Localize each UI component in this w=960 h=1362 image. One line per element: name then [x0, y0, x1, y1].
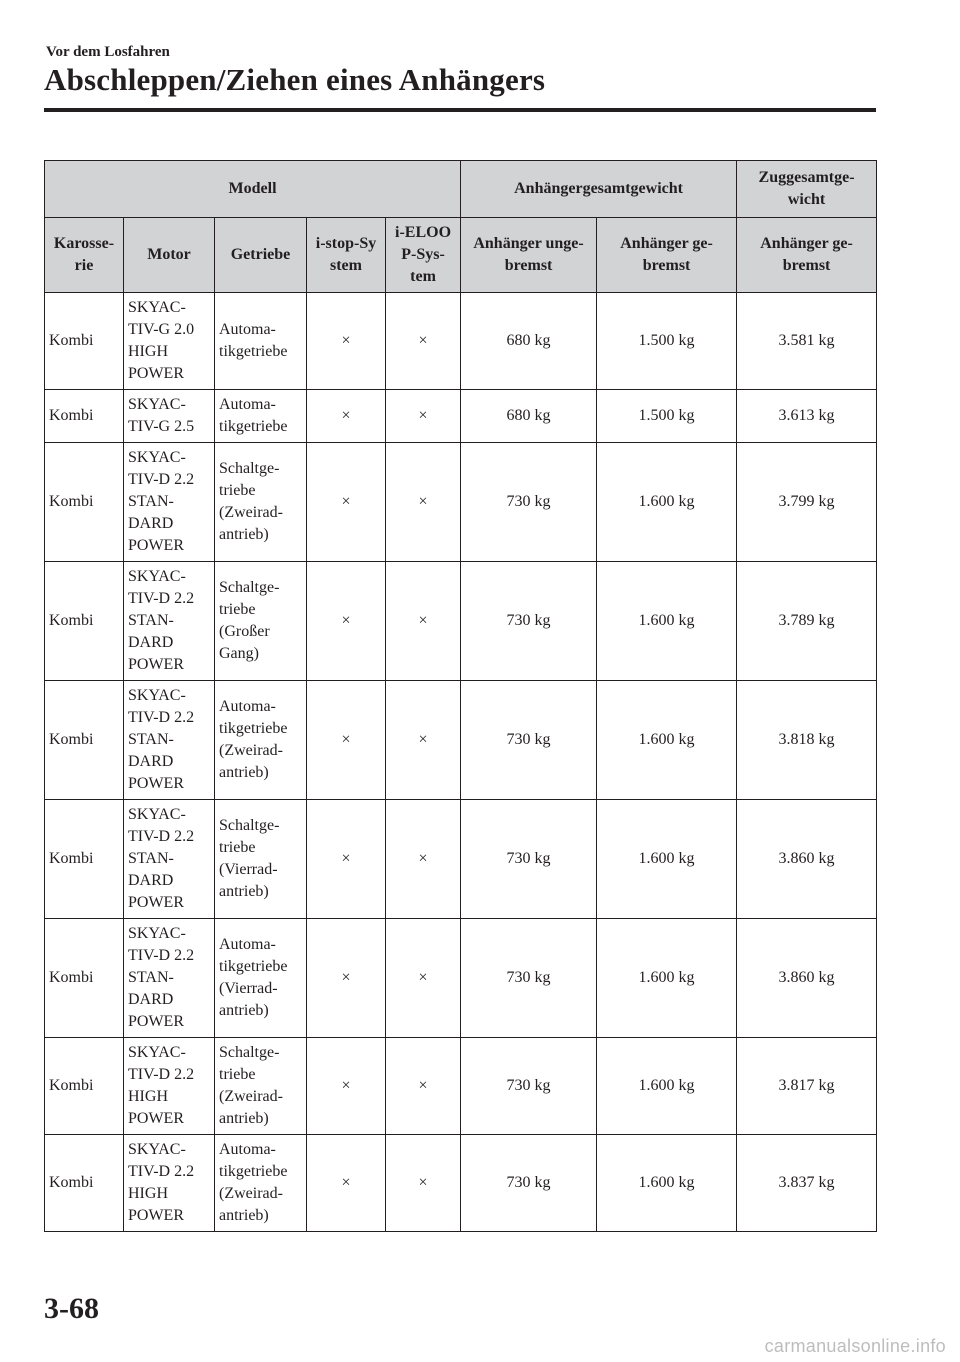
cell-motor: SKYAC- TIV-D 2.2 HIGH POWER: [124, 1135, 215, 1232]
cell-gebremst: 1.600 kg: [597, 443, 737, 562]
cell-zug-gebremst: 3.581 kg: [737, 293, 877, 390]
cell-gebremst: 1.600 kg: [597, 800, 737, 919]
cell-gebremst: 1.600 kg: [597, 919, 737, 1038]
cell-zug-gebremst: 3.837 kg: [737, 1135, 877, 1232]
cell-istop: ×: [307, 681, 386, 800]
cell-istop: ×: [307, 390, 386, 443]
cell-getriebe: Schaltge- triebe (Großer Gang): [215, 562, 307, 681]
cell-zug-gebremst: 3.860 kg: [737, 800, 877, 919]
col-gebremst-header: Anhänger ge- bremst: [597, 218, 737, 293]
cell-ieloop: ×: [386, 443, 461, 562]
table-row: [45, 681, 877, 800]
cell-zug-gebremst: 3.817 kg: [737, 1038, 877, 1135]
col-getriebe-header: Getriebe: [215, 218, 307, 293]
table-column-header-row: [45, 218, 877, 293]
table-group-header-row: [45, 161, 877, 218]
cell-ieloop: ×: [386, 293, 461, 390]
title-divider: [44, 108, 876, 112]
cell-ieloop: ×: [386, 1038, 461, 1135]
table-row: [45, 293, 877, 390]
cell-istop: ×: [307, 919, 386, 1038]
table-row: [45, 1135, 877, 1232]
table-row: [45, 1038, 877, 1135]
cell-ungebremst: 730 kg: [461, 1038, 597, 1135]
cell-gebremst: 1.500 kg: [597, 293, 737, 390]
cell-ieloop: ×: [386, 562, 461, 681]
trailer-weight-table: [44, 160, 877, 1232]
cell-istop: ×: [307, 562, 386, 681]
page-number: 3-68: [44, 1292, 99, 1325]
cell-gebremst: 1.600 kg: [597, 1135, 737, 1232]
cell-karosserie: Kombi: [45, 1038, 124, 1135]
cell-zug-gebremst: 3.789 kg: [737, 562, 877, 681]
cell-getriebe: Schaltge- triebe (Vierrad- antrieb): [215, 800, 307, 919]
cell-karosserie: Kombi: [45, 919, 124, 1038]
table-body: [45, 293, 877, 1232]
col-karosserie-header: Karosse- rie: [45, 218, 124, 293]
cell-istop: ×: [307, 443, 386, 562]
cell-karosserie: Kombi: [45, 562, 124, 681]
col-ieloop-header: i-ELOO P-Sys- tem: [386, 218, 461, 293]
col-ungebremst-header: Anhänger unge- bremst: [461, 218, 597, 293]
cell-ieloop: ×: [386, 919, 461, 1038]
cell-motor: SKYAC- TIV-D 2.2 STAN- DARD POWER: [124, 800, 215, 919]
page-title: Abschleppen/Ziehen eines Anhängers: [44, 62, 546, 97]
cell-getriebe: Automa- tikgetriebe (Zweirad- antrieb): [215, 1135, 307, 1232]
header-zuggesamtgewicht: Zuggesamtge- wicht: [737, 161, 877, 218]
table-row: [45, 562, 877, 681]
cell-motor: SKYAC- TIV-D 2.2 STAN- DARD POWER: [124, 562, 215, 681]
cell-ieloop: ×: [386, 681, 461, 800]
cell-ieloop: ×: [386, 1135, 461, 1232]
cell-motor: SKYAC- TIV-D 2.2 STAN- DARD POWER: [124, 443, 215, 562]
watermark: carmanualsonline.info: [764, 1336, 946, 1356]
cell-zug-gebremst: 3.818 kg: [737, 681, 877, 800]
table-row: [45, 443, 877, 562]
cell-istop: ×: [307, 1135, 386, 1232]
cell-getriebe: Automa- tikgetriebe (Vierrad- antrieb): [215, 919, 307, 1038]
cell-karosserie: Kombi: [45, 443, 124, 562]
cell-motor: SKYAC- TIV-G 2.5: [124, 390, 215, 443]
cell-ungebremst: 730 kg: [461, 681, 597, 800]
header-modell: Modell: [45, 161, 461, 218]
cell-ungebremst: 730 kg: [461, 562, 597, 681]
cell-getriebe: Schaltge- triebe (Zweirad- antrieb): [215, 443, 307, 562]
cell-ungebremst: 730 kg: [461, 800, 597, 919]
cell-zug-gebremst: 3.860 kg: [737, 919, 877, 1038]
cell-ungebremst: 730 kg: [461, 1135, 597, 1232]
cell-motor: SKYAC- TIV-D 2.2 STAN- DARD POWER: [124, 919, 215, 1038]
cell-ungebremst: 680 kg: [461, 293, 597, 390]
col-zug-gebremst-header: Anhänger ge- bremst: [737, 218, 877, 293]
cell-gebremst: 1.500 kg: [597, 390, 737, 443]
cell-istop: ×: [307, 800, 386, 919]
cell-ungebremst: 680 kg: [461, 390, 597, 443]
cell-getriebe: Schaltge- triebe (Zweirad- antrieb): [215, 1038, 307, 1135]
header-anhaengergesamtgewicht: Anhängergesamtgewicht: [461, 161, 737, 218]
cell-istop: ×: [307, 1038, 386, 1135]
cell-gebremst: 1.600 kg: [597, 1038, 737, 1135]
cell-getriebe: Automa- tikgetriebe (Zweirad- antrieb): [215, 681, 307, 800]
cell-ungebremst: 730 kg: [461, 919, 597, 1038]
cell-ungebremst: 730 kg: [461, 443, 597, 562]
cell-getriebe: Automa- tikgetriebe: [215, 293, 307, 390]
cell-motor: SKYAC- TIV-G 2.0 HIGH POWER: [124, 293, 215, 390]
cell-karosserie: Kombi: [45, 681, 124, 800]
col-motor-header: Motor: [124, 218, 215, 293]
cell-gebremst: 1.600 kg: [597, 562, 737, 681]
table-row: [45, 800, 877, 919]
cell-zug-gebremst: 3.613 kg: [737, 390, 877, 443]
cell-motor: SKYAC- TIV-D 2.2 HIGH POWER: [124, 1038, 215, 1135]
cell-karosserie: Kombi: [45, 1135, 124, 1232]
cell-karosserie: Kombi: [45, 800, 124, 919]
section-label: Vor dem Losfahren: [46, 44, 170, 60]
cell-motor: SKYAC- TIV-D 2.2 STAN- DARD POWER: [124, 681, 215, 800]
cell-ieloop: ×: [386, 800, 461, 919]
cell-istop: ×: [307, 293, 386, 390]
table-row: [45, 919, 877, 1038]
cell-karosserie: Kombi: [45, 390, 124, 443]
col-istop-header: i-stop-Sy stem: [307, 218, 386, 293]
cell-getriebe: Automa- tikgetriebe: [215, 390, 307, 443]
cell-ieloop: ×: [386, 390, 461, 443]
cell-zug-gebremst: 3.799 kg: [737, 443, 877, 562]
cell-karosserie: Kombi: [45, 293, 124, 390]
table-row: [45, 390, 877, 443]
cell-gebremst: 1.600 kg: [597, 681, 737, 800]
